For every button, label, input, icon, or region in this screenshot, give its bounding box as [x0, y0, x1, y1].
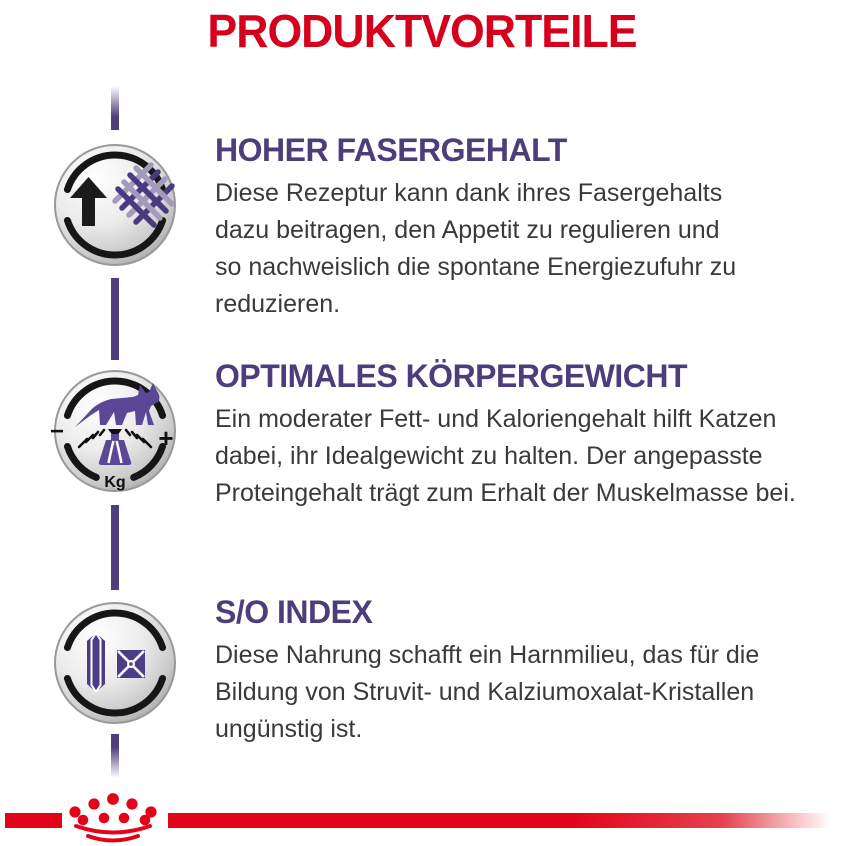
- struvite-crystal-glyph: [87, 633, 105, 692]
- section-body-line: Proteingehalt trägt zum Erhalt der Muskelmasse bei.: [215, 479, 796, 507]
- footer-red-bar-right: [168, 813, 844, 828]
- royal-canin-crown-logo: [60, 792, 166, 845]
- kg-label: Kg: [104, 474, 126, 491]
- section-body-line: dazu beitragen, den Appetit zu regulieren und: [215, 216, 720, 244]
- section-heading: S/O INDEX: [215, 594, 373, 630]
- fiber-increase-icon: [45, 135, 185, 275]
- section-heading: HOHER FASERGEHALT: [215, 132, 567, 168]
- oxalate-crystal-glyph: [117, 650, 145, 678]
- section-body-line: dabei, ihr Idealgewicht zu halten. Der angepasste: [215, 442, 763, 470]
- urinary-crystals-icon: [45, 593, 185, 733]
- connector-line-segment: [111, 278, 119, 360]
- footer-red-bar-left: [5, 813, 62, 828]
- cat-weight-scale-icon: [45, 361, 185, 501]
- connector-line-segment: [111, 734, 119, 778]
- section-body-line: reduzieren.: [215, 290, 341, 318]
- connector-line-segment: [111, 505, 119, 590]
- metal-badge-circle: [55, 603, 175, 723]
- plus-sign: +: [158, 423, 174, 453]
- minus-sign: −: [49, 418, 65, 445]
- section-body-line: Diese Nahrung schafft ein Harnmilieu, das für die: [215, 641, 760, 669]
- connector-line-segment: [111, 86, 119, 130]
- section-body-line: ungünstig ist.: [215, 715, 363, 743]
- section-body-line: so nachweislich die spontane Energiezufuhr zu: [215, 253, 737, 281]
- section-body-line: Bildung von Struvit- und Kalziumoxalat-Kristallen: [215, 678, 755, 706]
- section-weight: [215, 358, 844, 512]
- section-body-line: Diese Rezeptur kann dank ihres Fasergehalts: [215, 179, 723, 207]
- section-body-line: Ein moderater Fett- und Kaloriengehalt hilft Katzen: [215, 405, 777, 433]
- section-fiber: [215, 132, 844, 323]
- section-heading: OPTIMALES KÖRPERGEWICHT: [215, 358, 688, 394]
- section-so-index: [215, 594, 844, 748]
- page-title: PRODUKTVORTEILE: [207, 5, 637, 57]
